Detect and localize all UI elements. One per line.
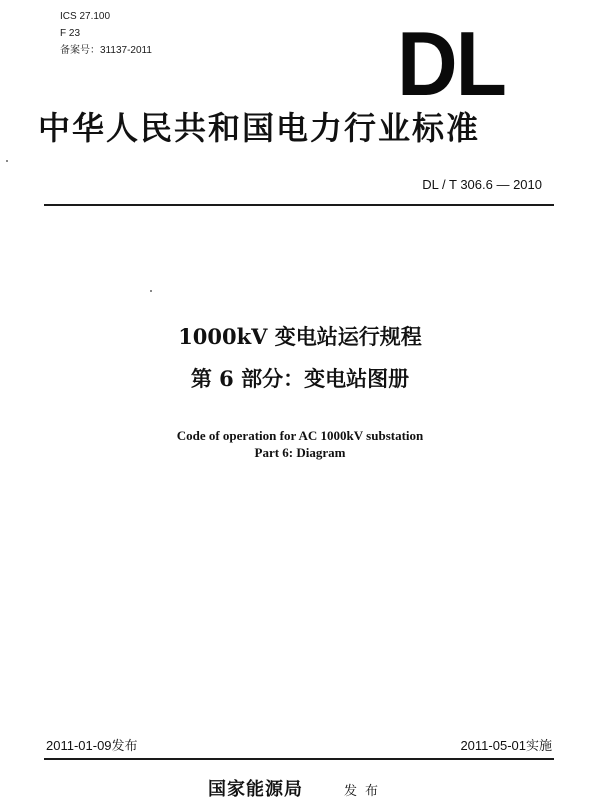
standard-number: DL / T 306.6 — 2010 [422,177,542,192]
classification-block [60,8,152,59]
bottom-divider [44,758,554,760]
ics-code: ICS 27.100 [60,11,111,22]
org-title: 中华人民共和国电力行业标准 [38,109,481,147]
title-en-line1: Code of operation for AC 1000kV substation [176,428,424,443]
scan-speck [6,160,8,162]
top-divider [44,204,554,206]
dl-logo: DL [397,12,505,115]
implementation-date: 2011-05-01实施 [460,738,552,753]
issue-date: 2011-01-09发布 [46,738,138,753]
title-en-line2: Part 6: Diagram [254,445,346,460]
title-cn-line2: 第 6 部分：变电站图册 [190,366,410,391]
record-number: 备案号：31137-2011 [60,45,152,56]
class-code: F 23 [60,28,81,39]
scan-speck [150,290,152,292]
publisher-name: 国家能源局 [208,779,303,800]
title-cn-line1: 1000kV 变电站运行规程 [178,324,422,349]
publish-label: 发布 [344,784,387,799]
